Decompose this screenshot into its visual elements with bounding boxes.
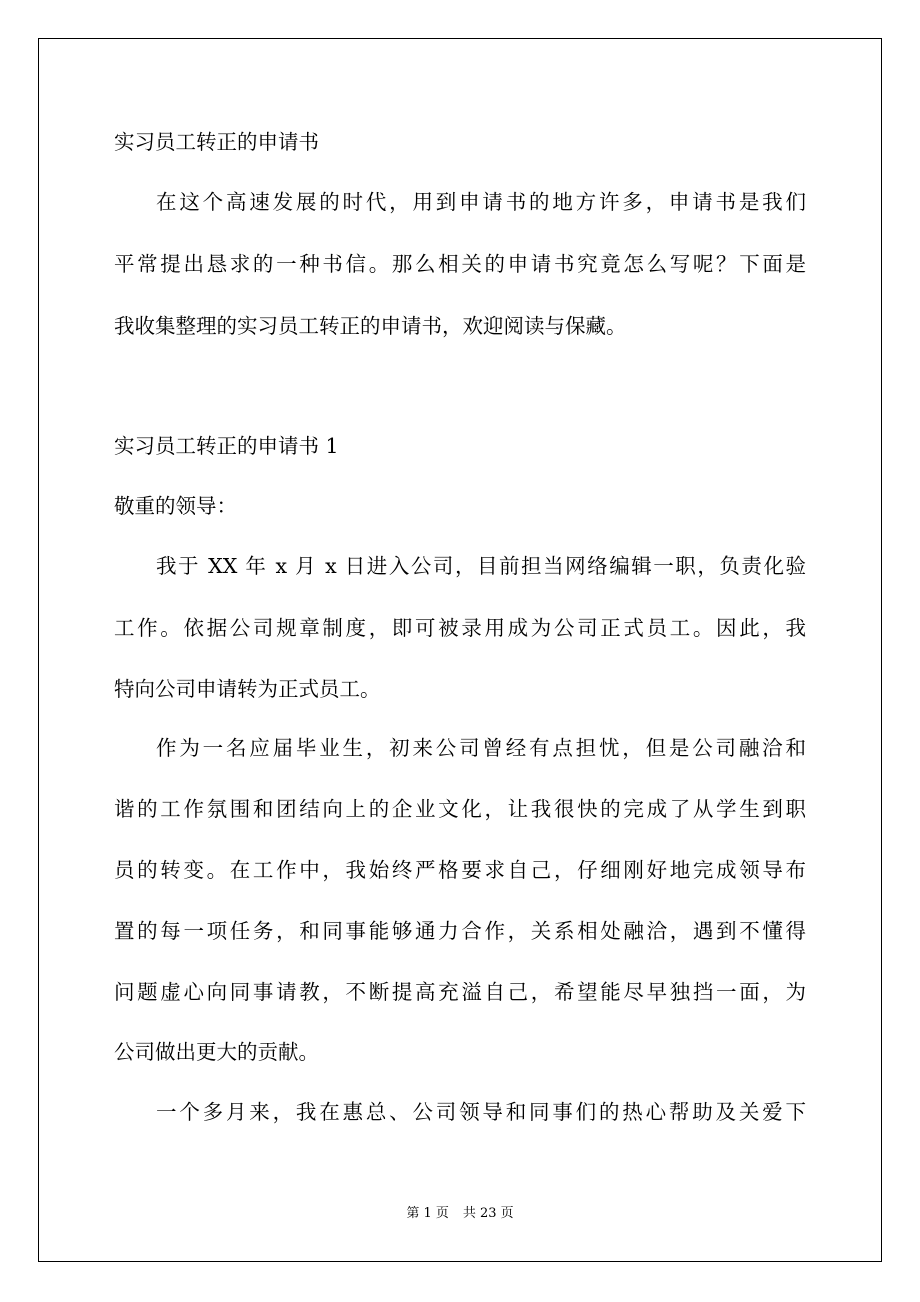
page-footer: [0, 1206, 920, 1222]
page-number: 第 1 页: [406, 1206, 449, 1221]
intro-line: 我收集整理的实习员工转正的申请书，欢迎阅读与保藏。: [114, 314, 627, 338]
paragraph2-line: 置的每一项任务，和同事能够通力合作，关系相处融洽，遇到不懂得: [114, 919, 806, 943]
intro-line: 在这个高速发展的时代，用到申请书的地方许多，申请书是我们: [156, 190, 806, 214]
paragraph2-line: 作为一名应届毕业生，初来公司曾经有点担忧，但是公司融洽和: [156, 736, 806, 760]
page-total: 共 23 页: [462, 1206, 514, 1221]
paragraph2-line: 问题虚心向同事请教，不断提高充溢自己，希望能尽早独挡一面，为: [114, 980, 806, 1004]
paragraph1-line: 工作。依据公司规章制度，即可被录用成为公司正式员工。因此，我: [114, 616, 806, 640]
document-title: 实习员工转正的申请书: [114, 130, 319, 154]
page-border: [38, 38, 882, 1262]
section-title: 实习员工转正的申请书 1: [114, 434, 339, 458]
paragraph2-line: 谐的工作氛围和团结向上的企业文化，让我很快的完成了从学生到职: [114, 797, 806, 821]
paragraph1-line: 我于 XX 年 x 月 x 日进入公司，目前担当网络编辑一职，负责化验: [156, 554, 806, 578]
salutation: 敬重的领导：: [114, 494, 237, 518]
intro-line: 平常提出恳求的一种书信。那么相关的申请书究竟怎么写呢？下面是: [114, 252, 806, 276]
paragraph3-line: 一个多月来，我在惠总、公司领导和同事们的热心帮助及关爱下: [156, 1100, 806, 1124]
paragraph2-line: 员的转变。在工作中，我始终严格要求自己，仔细刚好地完成领导布: [114, 858, 806, 882]
paragraph1-line: 特向公司申请转为正式员工。: [114, 677, 381, 701]
paragraph2-line: 公司做出更大的贡献。: [114, 1040, 319, 1064]
